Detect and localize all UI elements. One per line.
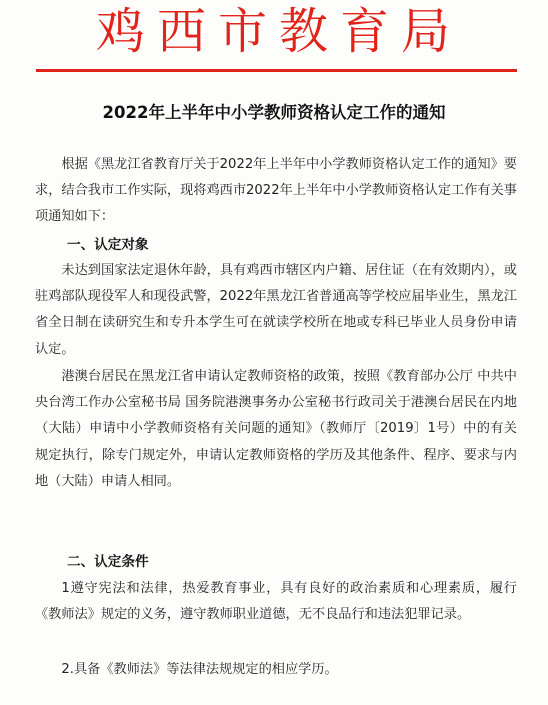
condition-text-1: 1遵守宪法和法律，热爱教育事业，具有良好的政治素质和心理素质，履行《教师法》规定的义务，遵守教师职业道德，无不良品行和违法犯罪记录。 <box>35 581 517 623</box>
condition-item-1 <box>35 576 517 628</box>
eligibility-paragraph-1 <box>35 258 517 363</box>
condition-item-2 <box>35 657 517 683</box>
masthead-red-rule <box>36 69 517 72</box>
condition-text-2: 2.具备《教师法》等法律法规规定的相应学历。 <box>61 662 338 677</box>
section-heading-eligibility: 一、认定对象 <box>67 237 149 253</box>
intro-paragraph <box>35 152 517 231</box>
eligibility-text-1: 未达到国家法定退休年龄，具有鸡西市辖区内户籍、居住证（在有效期内），或驻鸡部队现役军人和现役武警，2022年黑龙江省普通高等学校应届毕业生，黑龙江省全日制在读研究生和专升本学生可在就读学校所在地或专科已毕业人员身份申请认定。 <box>35 263 517 357</box>
intro-text: 根据《黑龙江省教育厅关于2022年上半年中小学教师资格认定工作的通知》要求，结合我市工作实际，现将鸡西市2022年上半年中小学教师资格认定工作有关事项通知如下： <box>35 157 517 225</box>
eligibility-paragraph-2 <box>35 364 517 495</box>
agency-masthead: 鸡西市教育局 <box>95 3 462 60</box>
document-title: 2022年上半年中小学教师资格认定工作的通知 <box>102 103 446 122</box>
section-heading-conditions: 二、认定条件 <box>67 554 149 570</box>
eligibility-text-2: 港澳台居民在黑龙江省申请认定教师资格的政策，按照《教育部办公厅 中共中央台湾工作办公室秘书局 国务院港澳事务办公室秘书行政司关于港澳台居民在内地（大陆）申请中小学教师资格有关问题的通知》（教师厅〔2019〕1号）中的有关规定执行，除专门规定外，申请认定教师资格的学历及其他条件、程序、要求与内地（大陆）申请人相同。 <box>35 369 517 489</box>
